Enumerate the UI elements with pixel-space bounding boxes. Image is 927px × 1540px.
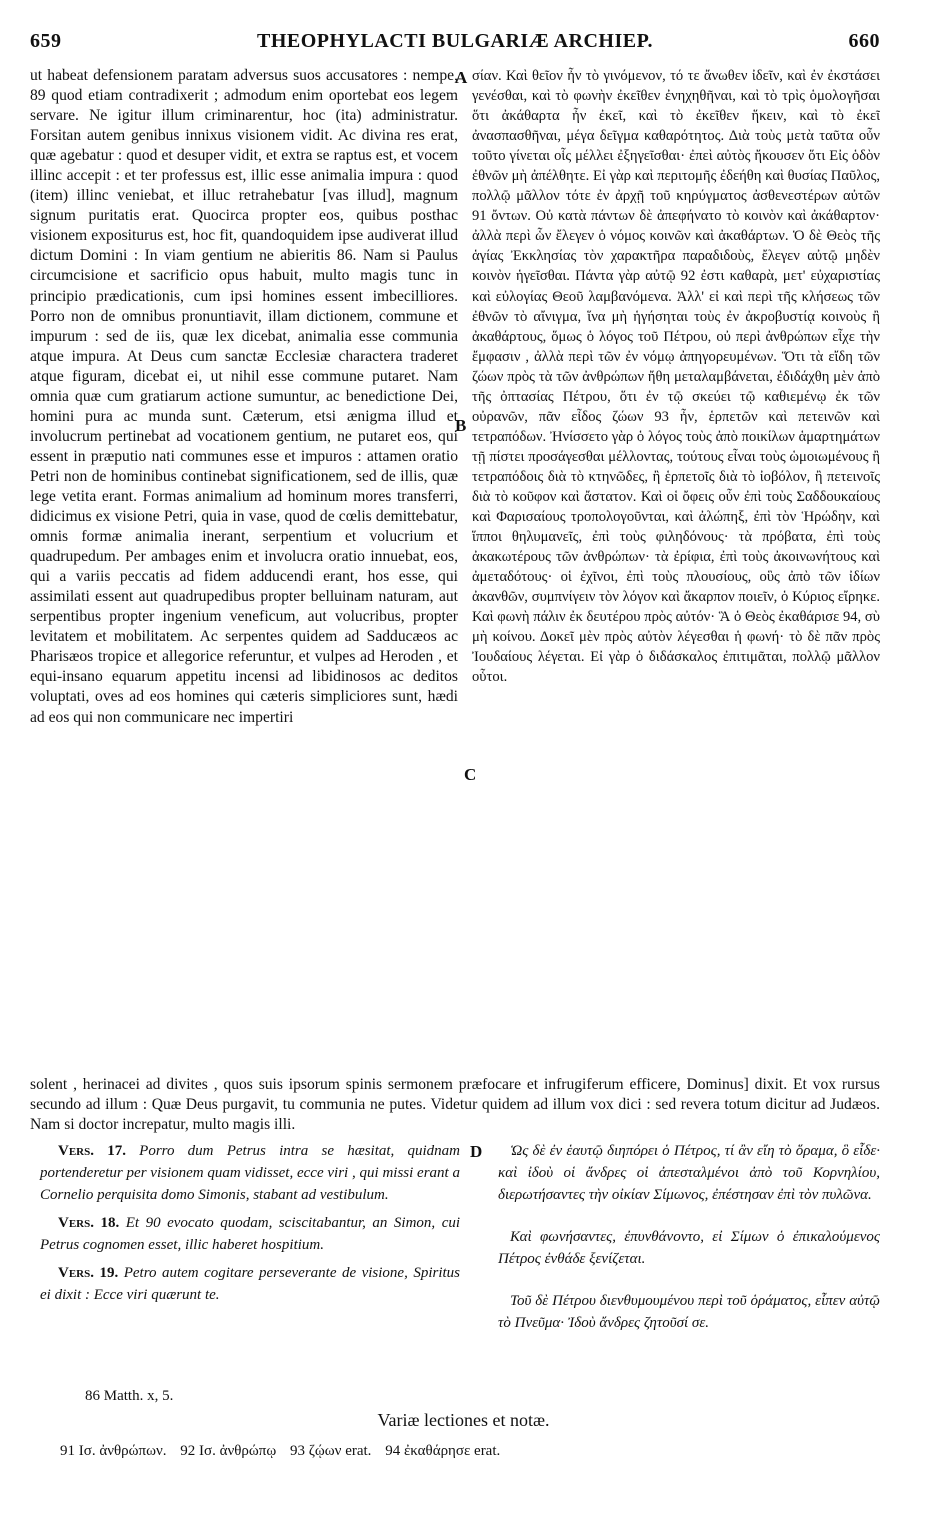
latin-verse (40, 1212, 460, 1256)
variant-note: 93 ζῴων erat. (289, 1443, 372, 1459)
verse-text: Petro autem cogitare perseverante de visione, Spiritus ei dixit : Ecce viri quærunt te. (40, 1265, 460, 1303)
margin-marker-c: C (464, 765, 477, 784)
variae-lectiones (60, 1443, 880, 1460)
latin-verses (40, 1140, 460, 1312)
page-number-right: 660 (848, 30, 880, 52)
latin-column: ut habeat defensionem paratam adversus suos accusatores : nempe, 89 quod etiam contradixerit ; admodum enim oportebat eos legem servare. Ne igitur illum criminarentur, hoc (ita) administratur. Forsitan autem genibus innixus visionem vidit. Ac divina res erat, quæ agebatur : quod et desuper vidit, et extra se raptus est, et vocem illinc accepit : et ter professus est, illic esse animalia impura : quod (item) illinc veniebat, et illuc retrahebatur [vas illud], magnum signum puritatis erat. Quocirca propter eos, quibus posthac visionem expositurus est, hoc fit, quandoquidem ipse audiverat illud dictum Domini : In viam gentium ne abieritis 86. Nam si Paulus circumcisione et sacrificio opus habuit, multo magis tunc in principio prædicationis, cum ipsi homines essent imbecilliores. Porro non de omnibus pronuntiavit, illam dictionem, commune et impurum : sed de iis, quæ lex dicebat, animalia esse communia atque impura. At Deus cum sanctæ Ecclesiæ charactera traderet atque figuram, dicebat ei, ut nihil esse commune putaret. Nam omnia quæ cum gratiarum actione sumuntur, ac benedictione Dei, homini pura ac munda sunt. Cæterum, etsi ænigma illud et involucrum pertinebat ad vocationem gentium, ne putaret eos, qui essent in præputio nati communes esse et impuros : attamen oratio Petri non de hominibus continebat significationem, sed de illis, quæ lege vetita erant. Formas animalium ad hominum mores transferri, didicimus ex visione Petri, quia in vase, quod de cœlis demittebatur, omnis formæ animalia inerant, serpentium et volucrium et quadrupedum. Per ambages enim et involucra oratio innuebat, eos, qui a variis peccatis ad fidem adducendi erant, hos esse, qui assimilati essent aut quadrupedibus propter belluinam naturam, aut serpentibus propter ingenium veneficum, aut volucribus, propter levitatem et mobilitatem. Ac serpentes quidem ad Sadducæos ac Pharisæos tropice et allegorice referuntur, et vulpes ad Heroden , et equi-insano equarum appetitu incensi ad libidinosos ac deditos voluptati, oves ad eos homines qui cæteris simpliciores sunt, hædi ad eos qui non communicare nec impertiri (30, 67, 458, 726)
variant-note: 94 ἐκαθάρησε erat. (385, 1443, 501, 1459)
margin-marker-d: D (470, 1142, 483, 1161)
greek-verse: Καὶ φωνήσαντες, ἐπυνθάνοντο, εἰ Σίμων ὁ ἐπικαλούμενος Πέτρος ἐνθάδε ξενίζεται. (498, 1229, 880, 1267)
running-title: THEOPHYLACTI BULGARIÆ ARCHIEP. (257, 30, 653, 52)
footnote: 86 Matth. x, 5. (85, 1388, 174, 1404)
verse-text: Et 90 evocato quodam, sciscitabantur, an Simon, cui Petrus cognomen esset, illic haberet hospitium. (40, 1215, 461, 1253)
verse-text: Porro dum Petrus intra se hæsitat, quidnam portenderetur per visionem quam vidisset, ecce viri , qui missi erant a Cornelio perquisita domo Simonis, stabant ad vestibulum. (40, 1143, 460, 1203)
verse-number: Vers. 18. (58, 1215, 120, 1231)
greek-column: σίαν. Καὶ θεῖον ἦν τὸ γινόμενον, τό τε ἄνωθεν ἰδεῖν, καὶ ἐν ἐκστάσει γενέσθαι, καὶ τὸ φωνὴν ἐκεῖθεν ἐνηχηθῆναι, καὶ τὸ τρὶς ὁμολογῆσαι ὅτι ἀκάθαρτα ἦν ἐκεῖ, καὶ τὸ ἐκεῖθεν ἥκειν, καὶ τὸ ἐκεῖ ἀνασπασθῆναι, μέγα δεῖγμα καθαρότητος. Διὰ τοὺς μετὰ ταῦτα οὖν τοῦτο γίνεται οἷς μέλλει ἐξηγεῖσθαι· ἐπεὶ αὐτὸς ἤκουσεν ὅτι Εἰς ὁδὸν ἐθνῶν μὴ ἀπέλθητε. Εἰ γὰρ καὶ περιτομῆς ἐδεήθη καὶ θυσίας Παῦλος, πολλῷ μᾶλλον τότε ἐν ἀρχῇ τοῦ κηρύγματος ἀσθενεστέρων αὐτῶν 91 ὄντων. Οὐ κατὰ πάντων δὲ ἀπεφήνατο τὸ κοινὸν καὶ ἀκάθαρτον· ἀλλὰ περὶ ὧν ἔλεγεν ὁ νόμος κοινῶν καὶ ἀκαθάρτων. Ὁ δὲ Θεὸς τῆς ἁγίας Ἐκκλησίας τὸν χαρακτῆρα παραδιδοὺς, ἔλεγεν αὐτῷ μηδὲν κοινὸν ἡγεῖσθαι. Πάντα γὰρ αὐτῷ 92 ἐστι καθαρὰ, μετ' εὐχαριστίας καὶ εὐλογίας Θεοῦ λαμβανόμενα. Ἀλλ' εἰ καὶ περὶ τῆς κλήσεως τῶν ἐθνῶν τὸ αἴνιγμα, ἵνα μὴ ἡγήσηται τοὺς ἐν ἀκροβυστίᾳ κοινοὺς ἢ ἀκαθάρτους, ὅμως ὁ λόγος τοῦ Πέτρου, οὐ περὶ ἀνθρώπων εἶχε τὴν ἔμφασιν , ἀλλὰ περὶ τῶν ἐν νόμῳ ἀπηγορευμένων. Ὅτι τὰ εἴδη τῶν ζώων πρὸς τὰ τῶν ἀνθρώπων ἤθη μεταλαμβάνεται, ἐδιδάχθη μὲν ἀπὸ τῆς ὀπτασίας Πέτρου, ὅτι ἐν τῷ σκεύει τῷ καθιεμένῳ ἐκ τῶν οὐρανῶν, πᾶν εἶδος ζώων 93 ἦν, ἑρπετῶν καὶ πετεινῶν καὶ τετραπόδων. Ἠνίσσετο γὰρ ὁ λόγος τοὺς ἀπὸ ποικίλων ἁμαρτημάτων τῇ πίστει προσάγεσθαι μέλλοντας, τούτους εἶναι τοὺς ὡμοιωμένους ἢ τετραπόδοις διὰ τὸ κτηνῶδες, ἢ ἑρπετοῖς διὰ τὸ ἰοβόλον, ἢ πετεινοῖς διὰ τὸ κοῦφον καὶ ἄστατον. Καὶ οἱ ὄφεις οὖν ἐπὶ τοὺς Σαδδουκαίους καὶ Φαρισαίους τροπολογοῦνται, καὶ ἀλώπηξ, ἐπὶ τὸν Ἡρώδην, καὶ ἵπποι θηλυμανεῖς, ἐπὶ τοὺς φιληδόνους· τὰ πρόβατα, ἐπὶ τοὺς ἀκακωτέρους τῶν ἀνθρώπων· τὰ ἐρίφια, ἐπὶ τοὺς ἀκοινωνήτους καὶ ἀμεταδότους· οἱ ἐχῖνοι, ἐπὶ τοὺς πλουσίους, οὓς ἀπὸ τῶν ἰδίων ἀκανθῶν, συμπνίγειν τὸν λόγον καὶ ἄκαρπον ποιεῖν, ὁ Κύριος εἴρηκε. Καὶ φωνὴ πάλιν ἐκ δευτέρου πρὸς αὐτόν· Ἃ ὁ Θεὸς ἐκαθάρισε 94, σὺ μὴ κοίνου. Δοκεῖ μὲν πρὸς αὐτὸν λέγεσθαι ἡ φωνή· τὸ δὲ πᾶν πρὸς Ἰουδαίους λέγεται. Εἰ γὰρ ὁ διδάσκαλος ἐπιτιμᾶται, πολλῷ μᾶλλον οὗτοι. (472, 68, 880, 686)
margin-marker-b: B (455, 416, 467, 435)
greek-verse: Ὡς δὲ ἐν ἑαυτῷ διηπόρει ὁ Πέτρος, τί ἂν εἴη τὸ ὅραμα, ὃ εἶδε· καὶ ἰδοὺ οἱ ἄνδρες οἱ ἀπεσταλμένοι ἀπὸ τοῦ Κορνηλίου, διερωτήσαντες τὴν οἰκίαν Σίμωνος, ἐπέστησαν ἐπὶ τὸν πυλῶνα. (498, 1143, 880, 1203)
latin-verse (40, 1140, 460, 1206)
variant-note: 91 Ισ. ἀνθρώπων. (60, 1443, 167, 1459)
variant-note: 92 Ισ. ἀνθρώπῳ (180, 1443, 277, 1459)
verse-number: Vers. 17. (58, 1143, 126, 1159)
greek-verses (498, 1140, 880, 1354)
margin-marker-a: A (455, 68, 468, 87)
greek-verse: Τοῦ δὲ Πέτρου διενθυμουμένου περὶ τοῦ ὁράματος, εἶπεν αὐτῷ τὸ Πνεῦμα· Ἰδοὺ ἄνδρες ζητοῦσί σε. (498, 1293, 880, 1331)
page-header (30, 30, 880, 56)
full-width-paragraph: solent , herinacei ad divites , quos suis ipsorum spinis sermonem præfocare et infrugiferum efficere, Dominus] dixit. Et vox rursus secundo ad illum : Quæ Deus purgavit, tu communia ne putes. Videtur quidem ad illum vox dici : sed revera totum dicitur ad Judæos. Nam si doctor increpatur, multo magis illi. (30, 1076, 880, 1134)
verse-number: Vers. 19. (58, 1265, 119, 1281)
variae-lectiones-heading: Variæ lectiones et notæ. (377, 1410, 550, 1430)
page-number-left: 659 (30, 30, 62, 52)
latin-verse (40, 1262, 460, 1306)
